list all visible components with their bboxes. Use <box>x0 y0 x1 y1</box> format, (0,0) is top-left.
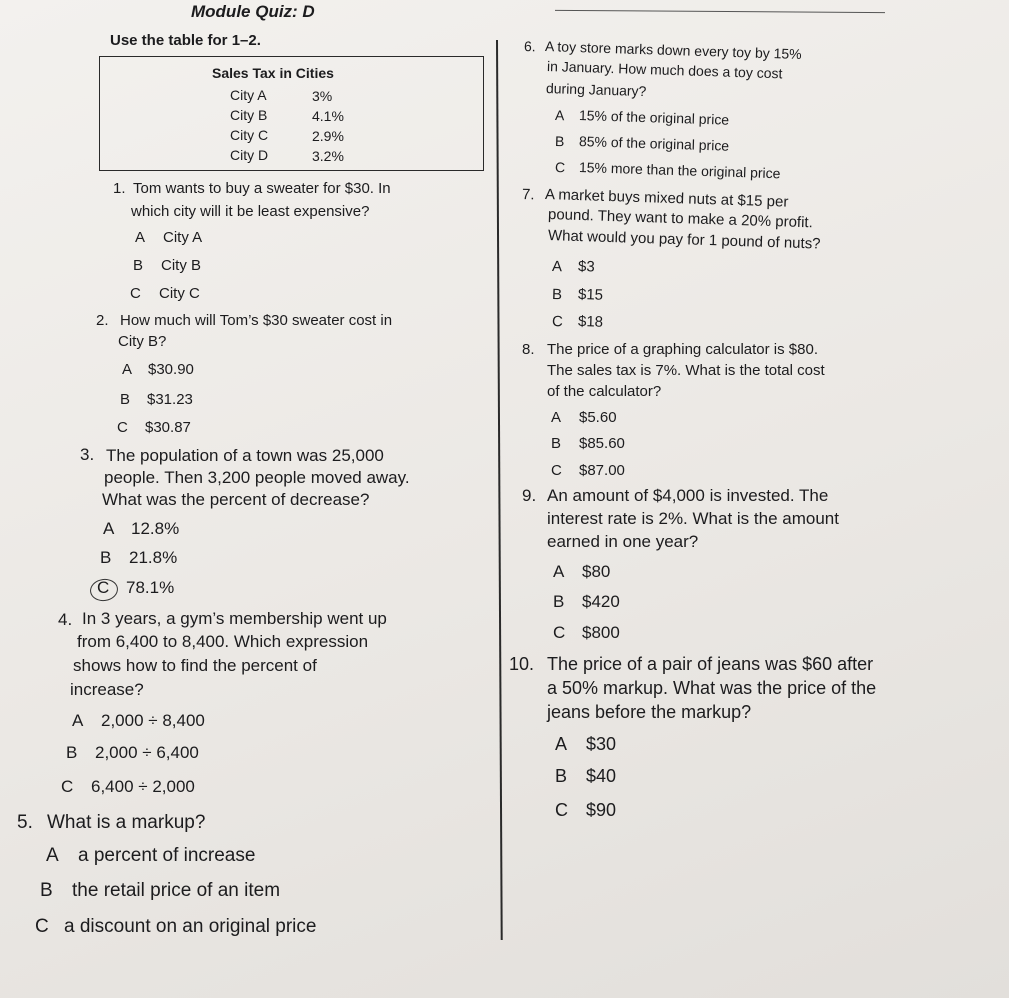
table-city: City C <box>230 127 269 143</box>
page-title: Module Quiz: D <box>191 2 315 21</box>
option-letter: B <box>120 391 131 408</box>
question-text: Tom wants to buy a sweater for $30. In <box>133 180 391 197</box>
question-number: 1. <box>113 180 126 197</box>
question-text: In 3 years, a gym’s membership went up <box>82 609 387 628</box>
option-letter: A <box>551 258 563 276</box>
option-text: 85% of the original price <box>578 133 730 154</box>
table-rate: 3% <box>312 88 333 104</box>
option-letter: C <box>555 800 568 820</box>
option-text: $80 <box>582 562 611 581</box>
option-letter: C <box>61 777 74 796</box>
option-text: a discount on an original price <box>64 916 317 937</box>
question-text: from 6,400 to 8,400. Which expression <box>77 632 369 651</box>
option-text: $800 <box>582 623 620 642</box>
table-rate: 2.9% <box>312 128 344 144</box>
table-rate: 3.2% <box>312 148 344 164</box>
question-text: A market buys mixed nuts at $15 per <box>544 186 789 211</box>
option-letter: B <box>100 548 112 567</box>
question-text: pound. They want to make a 20% profit. <box>547 206 814 232</box>
question-text: shows how to find the percent of <box>73 656 317 675</box>
title-underline <box>555 10 885 13</box>
option-text: $5.60 <box>579 409 617 426</box>
question-text: What was the percent of decrease? <box>102 490 370 509</box>
option-text: $15 <box>577 286 604 304</box>
sales-tax-table <box>99 56 484 171</box>
question-text: increase? <box>70 680 144 699</box>
option-text: 78.1% <box>126 578 175 597</box>
question-number: 6. <box>523 38 536 55</box>
question-text: The sales tax is 7%. What is the total cost <box>547 362 825 379</box>
question-text: City B? <box>118 333 167 350</box>
option-text: 2,000 ÷ 8,400 <box>101 711 205 730</box>
question-number: 7. <box>521 186 535 204</box>
question-number: 4. <box>58 610 73 629</box>
option-text: City B <box>161 257 202 274</box>
option-letter: B <box>551 435 562 452</box>
option-letter: B <box>555 766 568 786</box>
option-letter: A <box>554 107 565 124</box>
question-text: in January. How much does a toy cost <box>546 58 783 82</box>
question-text: of the calculator? <box>547 383 662 400</box>
question-text: An amount of $4,000 is invested. The <box>547 486 829 505</box>
option-text: 2,000 ÷ 6,400 <box>95 743 199 762</box>
option-letter: C <box>117 419 128 436</box>
option-text: 15% more than the original price <box>578 159 781 182</box>
option-text: a percent of increase <box>78 845 256 866</box>
question-text: people. Then 3,200 people moved away. <box>104 468 410 487</box>
option-letter: A <box>551 409 562 426</box>
option-text: $30 <box>586 734 617 754</box>
option-letter: B <box>551 286 563 304</box>
question-text: which city will it be least expensive? <box>131 203 370 220</box>
question-text: interest rate is 2%. What is the amount <box>547 509 839 528</box>
table-city: City B <box>230 107 268 123</box>
option-letter: A <box>122 361 133 378</box>
option-letter: C <box>551 462 562 479</box>
option-letter: C <box>35 916 49 937</box>
option-text: 6,400 ÷ 2,000 <box>91 777 195 796</box>
option-letter: A <box>555 734 568 754</box>
option-letter: A <box>72 711 84 730</box>
option-text: 15% of the original price <box>578 107 730 128</box>
option-letter: B <box>66 743 78 762</box>
question-number: 3. <box>80 445 95 464</box>
column-divider <box>496 40 503 940</box>
option-text: $30.87 <box>145 419 191 436</box>
option-text: $87.00 <box>579 462 625 479</box>
option-text: City A <box>163 229 203 246</box>
option-letter: B <box>133 257 144 274</box>
table-instruction: Use the table for 1–2. <box>110 32 261 49</box>
question-number: 2. <box>96 312 109 329</box>
option-text: $40 <box>586 766 617 786</box>
question-number: 8. <box>522 341 535 358</box>
option-text: $30.90 <box>148 361 194 378</box>
table-city: City A <box>230 87 267 103</box>
table-title: Sales Tax in Cities <box>212 65 334 81</box>
option-letter: C <box>553 623 566 642</box>
option-text: the retail price of an item <box>72 880 281 901</box>
option-text: $3 <box>577 258 595 276</box>
question-number: 10. <box>509 654 535 674</box>
question-text: The price of a pair of jeans was $60 after <box>547 654 874 674</box>
question-text: A toy store marks down every toy by 15% <box>544 38 802 63</box>
option-letter: A <box>103 519 115 538</box>
option-text: $18 <box>577 313 604 331</box>
option-text: $90 <box>586 800 617 820</box>
option-letter: C <box>97 578 110 597</box>
option-text: $31.23 <box>147 391 193 408</box>
option-letter: B <box>553 592 565 611</box>
option-letter: C <box>551 313 564 331</box>
question-number: 5. <box>17 812 33 833</box>
option-text: 12.8% <box>131 519 180 538</box>
table-city: City D <box>230 147 269 163</box>
question-text: during January? <box>545 80 647 100</box>
question-text: earned in one year? <box>547 532 699 551</box>
question-number: 9. <box>522 486 537 505</box>
question-text: What would you pay for 1 pound of nuts? <box>547 227 821 253</box>
option-letter: C <box>554 159 566 176</box>
question-text: How much will Tom’s $30 sweater cost in <box>120 312 393 329</box>
question-text: a 50% markup. What was the price of the <box>547 678 877 698</box>
question-text: The population of a town was 25,000 <box>106 446 384 465</box>
option-text: $85.60 <box>579 435 625 452</box>
option-text: City C <box>159 285 200 302</box>
table-rate: 4.1% <box>312 108 344 124</box>
option-letter: A <box>46 845 59 866</box>
option-text: 21.8% <box>129 548 178 567</box>
option-letter: C <box>130 285 141 302</box>
question-text: jeans before the markup? <box>547 702 752 722</box>
question-text: The price of a graphing calculator is $80. <box>547 341 818 358</box>
option-text: $420 <box>582 592 620 611</box>
option-letter: B <box>554 133 565 150</box>
option-letter: A <box>135 229 146 246</box>
question-text: What is a markup? <box>47 812 206 833</box>
option-letter: A <box>553 562 565 581</box>
option-letter: B <box>40 880 53 901</box>
